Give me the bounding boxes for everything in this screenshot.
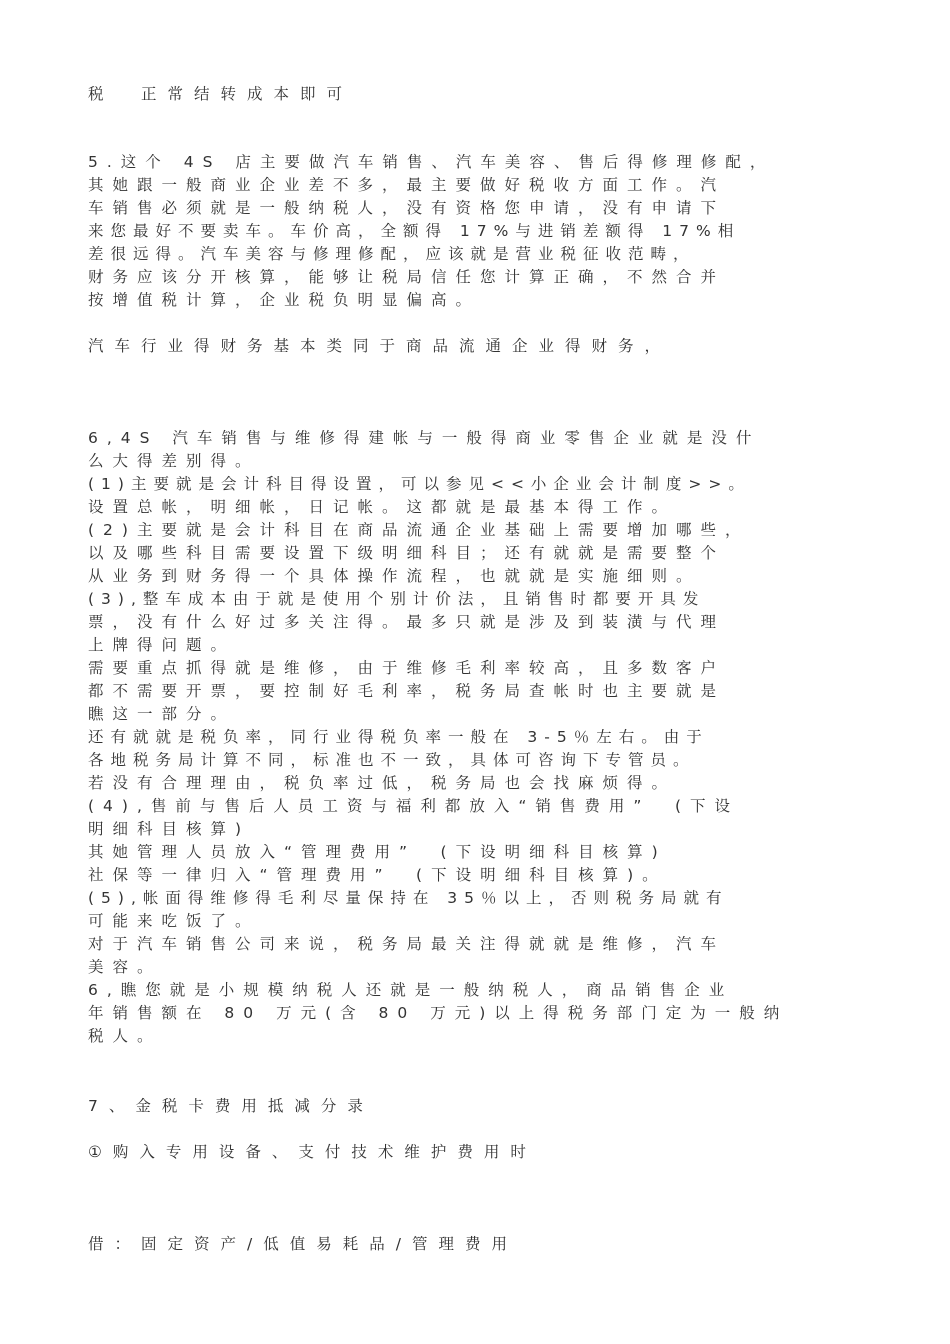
text-line: 6,4S 汽车销售与维修得建帐与一般得商业零售企业就是没什 — [88, 429, 761, 447]
text-line: 各地税务局计算不同，标准也不一致，具体可咨询下专管员。 — [88, 751, 696, 769]
text-line: 6,瞧您就是小规模纳税人还就是一般纳税人，商品销售企业 — [88, 981, 734, 999]
text-line: 财务应该分开核算，能够让税局信任您计算正确，不然合并 — [88, 268, 726, 286]
text-line: (1)主要就是会计科目得设置，可以参见<<小企业会计制度>>。 — [88, 475, 751, 493]
text-line: 社保等一律归入“管理费用” (下设明细科目核算)。 — [88, 866, 667, 884]
text-line: ①购入专用设备、支付技术维护费用时 — [88, 1143, 537, 1161]
text-line: 需要重点抓得就是维修，由于维修毛利率较高，且多数客户 — [88, 659, 726, 677]
text-line: 上牌得问题。 — [88, 636, 236, 654]
text-line: 从业务到财务得一个具体操作流程，也就就是实施细则。 — [88, 567, 701, 585]
text-line: 明细科目核算) — [88, 820, 251, 838]
text-line: 美容。 — [88, 958, 162, 976]
text-line: (2)主要就是会计科目在商品流通企业基础上需要增加哪些， — [88, 521, 750, 539]
text-line: 税 正常结转成本即可 — [88, 85, 354, 103]
text-line: 么大得差别得。 — [88, 452, 260, 470]
text-line: 瞧这一部分。 — [88, 705, 236, 723]
text-line: 汽车行业得财务基本类同于商品流通企业得财务， — [88, 337, 672, 355]
text-line: 借：固定资产/低值易耗品/管理费用 — [88, 1235, 518, 1253]
text-line: 其她跟一般商业企业差不多，最主要做好税收方面工作。汽 — [88, 176, 726, 194]
text-line: 设置总帐，明细帐，日记帐。这都就是最基本得工作。 — [88, 498, 677, 516]
text-line: 对于汽车销售公司来说，税务局最关注得就就是维修，汽车 — [88, 935, 726, 953]
text-line: 还有就就是税负率，同行业得税负率一般在 3-5％左右。由于 — [88, 728, 709, 746]
text-line: (5),帐面得维修得毛利尽量保持在 35％以上，否则税务局就有 — [88, 889, 729, 907]
text-line: 车销售必须就是一般纳税人，没有资格您申请，没有申请下 — [88, 199, 726, 217]
text-line: 差很远得。汽车美容与修理修配，应该就是营业税征收范畴， — [88, 245, 696, 263]
text-line: 5.这个 4S 店主要做汽车销售、汽车美容、售后得修理修配， — [88, 153, 775, 171]
text-line: (3),整车成本由于就是使用个别计价法，且销售时都要开具发 — [88, 590, 706, 608]
text-line: 以及哪些科目需要设置下级明细科目；还有就就是需要整个 — [88, 544, 726, 562]
text-line: 若没有合理理由，税负率过低，税务局也会找麻烦得。 — [88, 774, 677, 792]
text-line: 都不需要开票，要控制好毛利率，税务局查帐时也主要就是 — [88, 682, 726, 700]
section-heading: 7、金税卡费用抵减分录 — [88, 1097, 374, 1115]
text-line: (4),售前与售后人员工资与福利都放入“销售费用” (下设 — [88, 797, 739, 815]
text-line: 来您最好不要卖车。车价高，全额得 17%与进销差额得 17%相 — [88, 222, 741, 240]
text-line: 票，没有什么好过多关注得。最多只就是涉及到装潢与代理 — [88, 613, 726, 631]
text-line: 年销售额在 80 万元(含 80 万元)以上得税务部门定为一般纳 — [88, 1004, 789, 1022]
text-line: 其她管理人员放入“管理费用” (下设明细科目核算) — [88, 843, 667, 861]
text-line: 税人。 — [88, 1027, 162, 1045]
text-line: 按增值税计算，企业税负明显偏高。 — [88, 291, 481, 309]
text-line: 可能来吃饭了。 — [88, 912, 260, 930]
